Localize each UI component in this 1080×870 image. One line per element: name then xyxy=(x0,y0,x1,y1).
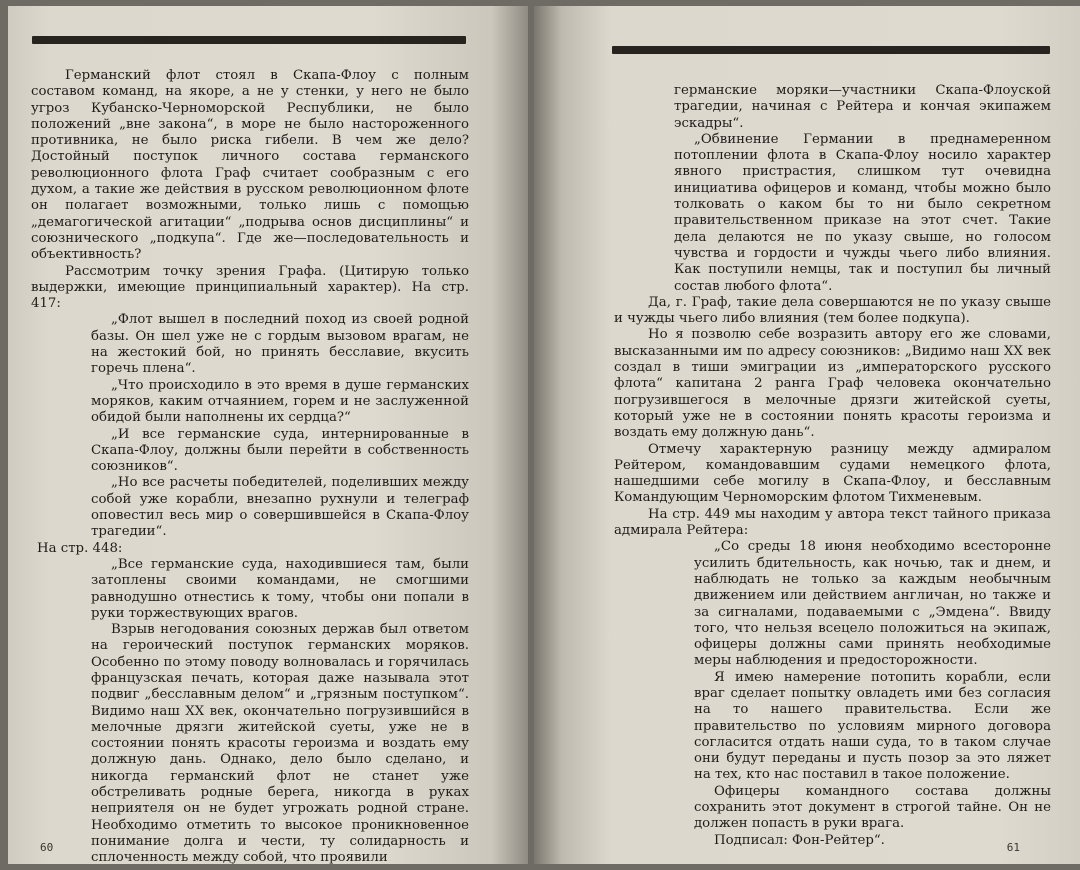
quote-paragraph: „Обвинение Германии в преднамеренном потоплении флота в Скапа-Флоу носило характер явного пристрастия, слишком тут очевидна инициатива офицеров и команд, чтобы можно было толковать о каком бы то ни было секретном правительственном приказе на этот счет. Такие дела делаются не по указу свыше, но голосом чувства и гордости и чужды чьего либо влияния. Как поступили немцы, так и поступил бы личный состав любого флота“. xyxy=(674,131,1051,294)
left-page-text xyxy=(31,68,469,864)
quote-paragraph: Взрыв негодования союзных держав был ответом на героический поступок германских моряков. Особенно по этому поводу волновалась и горячилась французская печать, которая даже называла этот подвиг „бесславным делом“ и „грязным поступком“. Видимо наш XX век, окончательно погрузившийся в мелочные дрязги житейской суеты, уже не в состоянии понять красоты героизма и воздать ему должную дань. Однако, дело было сделано, и никогда германский флот не станет уже обстреливать родные берега, никогда в руках неприятеля он не будет угрожать родной стране. Необходимо отметить то высокое проникновенное понимание долга и чести, ту солидарность и сплоченность между собой, что проявили xyxy=(91,622,469,864)
paragraph: Но я позволю себе возразить автору его же словами, высказанными им по адресу союзников: „Видимо наш XX век создал в тиши эмиграции из „императорского русского флота“ капитана 2 ранга Граф человека окончательно погрузившегося в мелочные дрязги житейской суеты, который уже не в состоянии понять красоты героизма и воздать ему должную дань“. xyxy=(614,327,1051,441)
page-number: 60 xyxy=(40,841,54,854)
quote-paragraph: Офицеры командного состава должны сохранить этот документ в строгой тайне. Он не должен попасть в руки врага. xyxy=(694,783,1051,832)
quote-paragraph: „Что происходило в это время в душе германских моряков, каким отчаянием, горем и не заслуженной обидой были наполнены их сердца?“ xyxy=(91,377,469,426)
paragraph: Отмечу характерную разницу между адмиралом Рейтером, командовавшим судами немецкого флота, нашедшими себе могилу в Скапа-Флоу, и бесславным Командующим Черноморским флотом Тихменевым. xyxy=(614,441,1051,506)
right-page-text xyxy=(614,83,1051,849)
paragraph: Да, г. Граф, такие дела совершаются не по указу свыше и чужды чьего либо влияния (тем более подкупа). xyxy=(614,294,1051,327)
quote-paragraph: „Со среды 18 июня необходимо всесторонне усилить бдительность, как ночью, так и днем, и наблюдать не только за каждым необычным движением или действием англичан, но также и за сигналами, подаваемыми с „Эмдена“. Ввиду того, что нельзя всецело положиться на экипаж, офицеры должны сами принять необходимые меры наблюдения и предосторожности. xyxy=(694,539,1051,669)
paragraph: Германский флот стоял в Скапа-Флоу с полным составом команд, на якоре, а не у стенки, у него не было угроз Кубанско-Черноморской Республики, не было положений „вне закона“, в море не было настороженного противника, не было риска гибели. В чем же дело? Достойный поступок личного состава германского революционного флота Граф считает сообразным с его духом, а такие же действия в русском революционном флоте он полагает возможными, только лишь с помощью „демагогической агитации“ „подрыва основ дисциплины“ и союзнического „подкупа“. Где же—последовательность и объективность? xyxy=(31,68,469,263)
page-reference: На стр. 448: xyxy=(37,540,123,556)
quote-paragraph: „И все германские суда, интернированные в Скапа-Флоу, должны были перейти в собственность союзников“. xyxy=(91,426,469,475)
quote-continuation: германские моряки—участники Скапа-Флоуской трагедии, начиная с Рейтера и кончая экипажем эскадры“. xyxy=(674,83,1051,131)
paragraph: На стр. 449 мы находим у автора текст тайного приказа адмирала Рейтера: xyxy=(614,506,1051,539)
header-rule xyxy=(32,36,466,44)
page-number: 61 xyxy=(1006,841,1020,854)
right-page xyxy=(534,6,1080,864)
paragraph: Рассмотрим точку зрения Графа. (Цитирую только выдержки, имеющие принципиальный характер). На стр. 417: xyxy=(31,263,469,312)
quote-paragraph: Я имею намерение потопить корабли, если враг сделает попытку овладеть ими без согласия на то нашего правительства. Если же правительство по условиям мирного договора согласится отдать наши суда, то в таком случае они будут переданы и пусть позор за это ляжет на тех, кто нас поставил в такое положение. xyxy=(694,669,1051,783)
quote-paragraph: „Флот вышел в последний поход из своей родной базы. Он шел уже не с гордым вызовом врагам, не на жестокий бой, но принять бесславие, вкусить горечь плена“. xyxy=(91,312,469,377)
header-rule xyxy=(612,46,1050,54)
quote-paragraph: „Все германские суда, находившиеся там, были затоплены своими командами, не смогшими равнодушно отнестись к тому, чтобы они попали в руки торжествующих врагов. xyxy=(91,556,469,621)
signature-line: Подписал: Фон-Рейтер“. xyxy=(714,832,885,848)
quote-paragraph: „Но все расчеты победителей, поделивших между собой уже корабли, внезапно рухнули и телеграф оповестил весь мир о совершившейся в Скапа-Флоу трагедии“. xyxy=(91,475,469,540)
left-page xyxy=(8,6,528,864)
